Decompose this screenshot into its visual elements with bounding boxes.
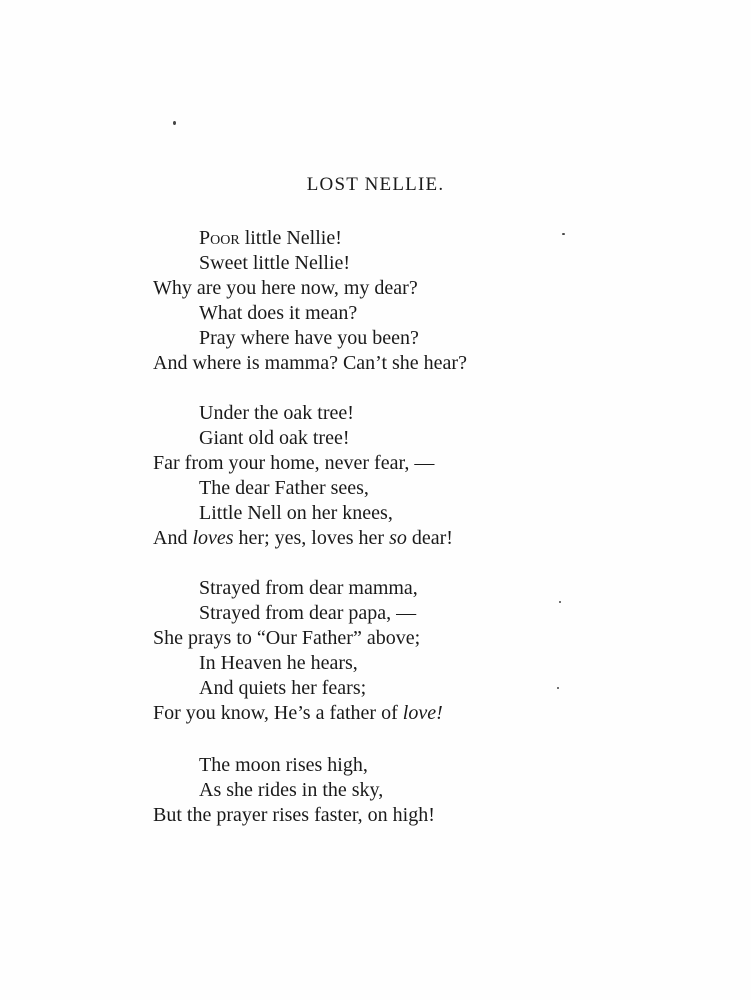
poem-line: Under the oak tree! bbox=[199, 402, 354, 424]
line-text: her; yes, loves her bbox=[233, 527, 390, 549]
page-speck bbox=[559, 601, 561, 603]
poem-line: Strayed from dear papa, — bbox=[199, 602, 417, 624]
poem-title: LOST NELLIE. bbox=[306, 174, 445, 195]
poem-line: Far from your home, never fear, — bbox=[153, 452, 435, 474]
poem-line bbox=[153, 526, 453, 551]
poem-line: But the prayer rises faster, on high! bbox=[153, 804, 435, 826]
poem-line: She prays to “Our Father” above; bbox=[153, 627, 421, 649]
poem-line: As she rides in the sky, bbox=[199, 779, 384, 801]
italic-word: love! bbox=[402, 702, 443, 724]
line-text: little Nellie! bbox=[239, 227, 342, 249]
poem-line: Giant old oak tree! bbox=[199, 427, 350, 449]
poem-line bbox=[199, 226, 342, 251]
poem-line: The dear Father sees, bbox=[199, 477, 369, 499]
poem-line: Pray where have you been? bbox=[199, 327, 419, 349]
poem-line: The moon rises high, bbox=[199, 754, 368, 776]
poem-line: In Heaven he hears, bbox=[199, 652, 358, 674]
poem-line bbox=[153, 701, 443, 726]
page-speck bbox=[562, 233, 565, 235]
line-text: dear! bbox=[406, 527, 453, 549]
poem-line: What does it mean? bbox=[199, 302, 358, 324]
italic-word: loves bbox=[192, 527, 234, 549]
page-speck bbox=[557, 687, 559, 689]
small-caps-word: Poor bbox=[199, 227, 240, 249]
poem-line: And where is mamma? Can’t she hear? bbox=[153, 352, 467, 374]
poem-line: Why are you here now, my dear? bbox=[153, 277, 418, 299]
line-text: And bbox=[153, 527, 193, 549]
line-text: For you know, He’s a father of bbox=[153, 702, 403, 724]
poem-line: Little Nell on her knees, bbox=[199, 502, 393, 524]
poem-line: Sweet little Nellie! bbox=[199, 252, 351, 274]
italic-word: so bbox=[389, 527, 407, 549]
poem-line: And quiets her fears; bbox=[199, 677, 367, 699]
poem-line: Strayed from dear mamma, bbox=[199, 577, 418, 599]
page-speck bbox=[173, 121, 176, 125]
